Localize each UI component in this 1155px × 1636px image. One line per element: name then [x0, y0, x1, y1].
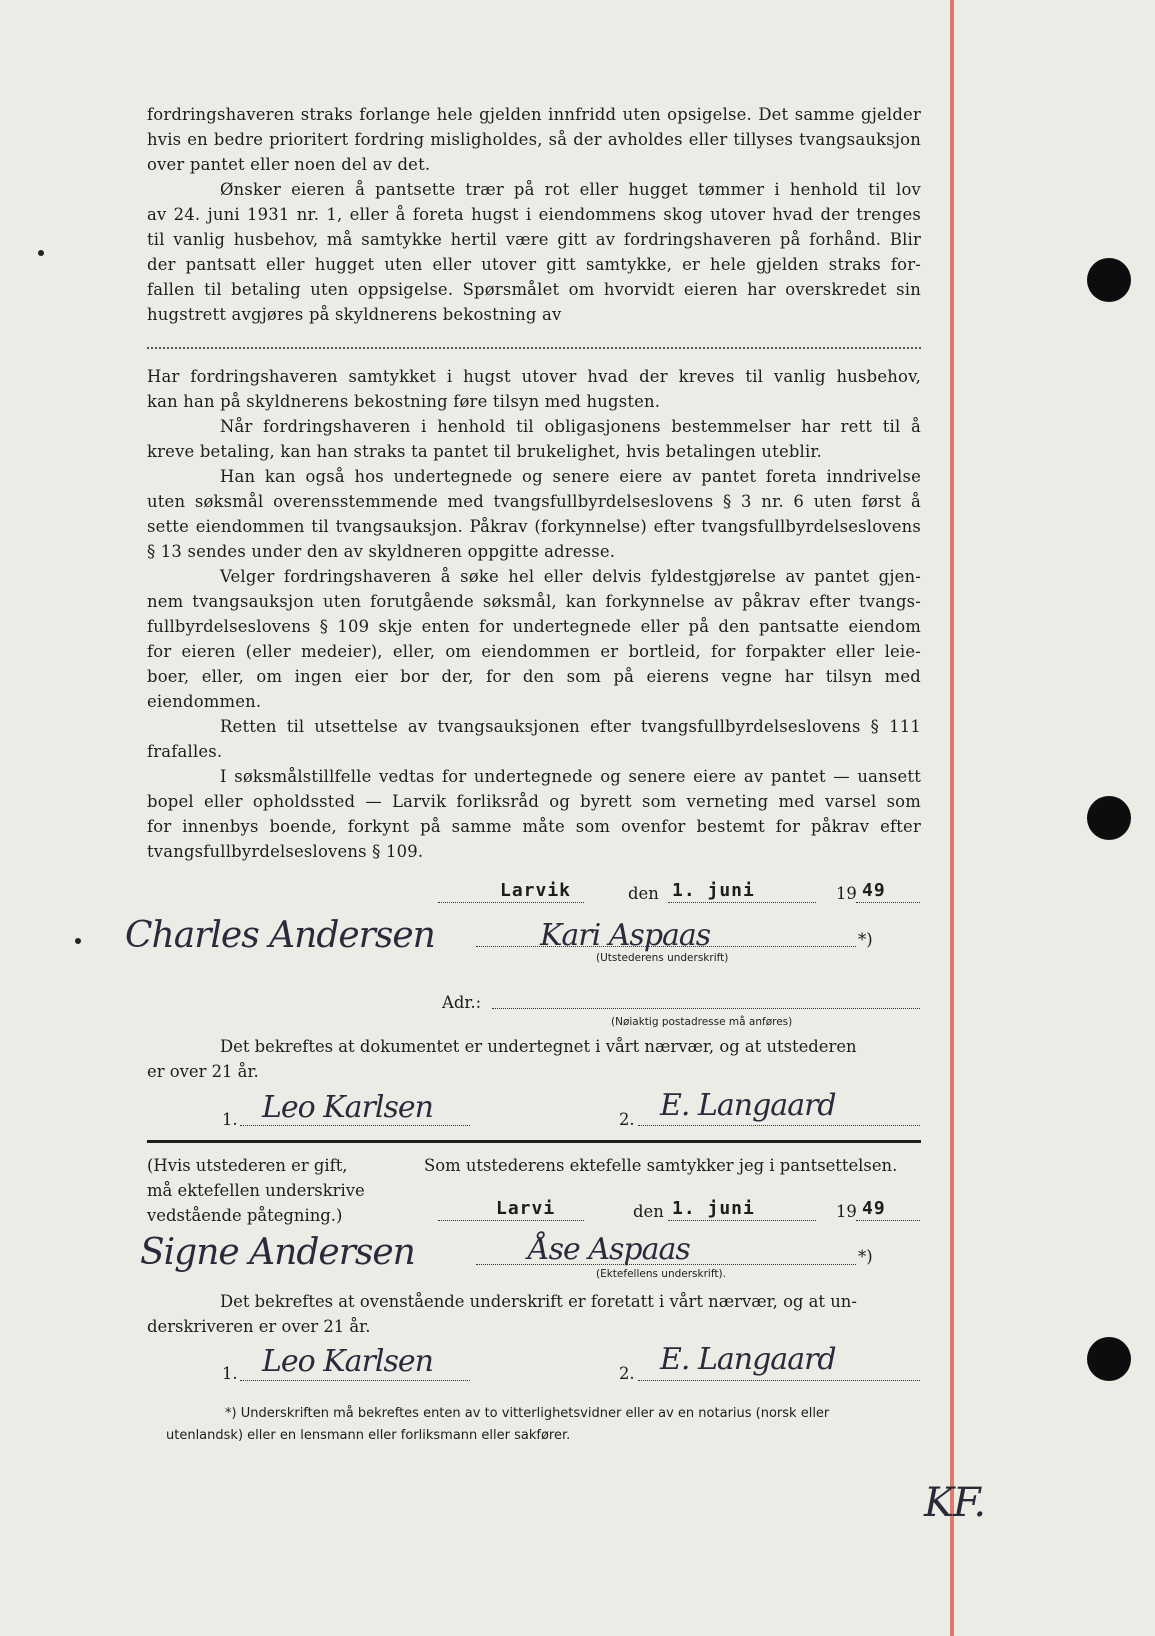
- witness-number-1: 1.: [222, 1110, 238, 1129]
- place-line: [438, 902, 584, 903]
- witness-1-line: [240, 1125, 470, 1126]
- spouse-note-line3: vedstående påtegning.): [147, 1206, 343, 1225]
- punch-hole-bottom: [1087, 1337, 1131, 1381]
- witness-number-2: 2.: [619, 1110, 635, 1129]
- text-line: sette eiendommen til tvangsauksjon. Påkrav (forkynnelse) efter tvangsfullbyrdelseslovens: [147, 517, 921, 536]
- paragraph-timber-clause: [147, 177, 921, 327]
- text-line: fallen til betaling uten oppsigelse. Spørsmålet om hvorvidt eieren har overskredet sin: [147, 280, 921, 299]
- text-line: bopel eller opholdssted — Larvik forliksråd og byrett som verneting med varsel som: [147, 792, 921, 811]
- witness-1-line: [240, 1380, 470, 1381]
- text-line: Han kan også hos undertegnede og senere eiere av pantet foreta inndrivelse: [220, 467, 921, 486]
- year-suffix: 49: [862, 880, 886, 901]
- footnote-line1: *) Underskriften må bekreftes enten av to vitterlighetsvidner eller av en notarius (norsk eller: [225, 1406, 830, 1421]
- text-line: Når fordringshaveren i henhold til obligasjonens bestemmelser har rett til å: [220, 417, 921, 436]
- punch-hole-middle: [1087, 796, 1131, 840]
- text-line: Ønsker eieren å pantsette trær på rot eller hugget tømmer i henhold til lov: [220, 180, 921, 199]
- text-line: for innenbys boende, forkynt på samme måte som ovenfor bestemt for påkrav efter: [147, 817, 921, 836]
- text-line: tvangsfullbyrdelseslovens § 109.: [147, 842, 424, 861]
- handwritten-initials: KF.: [924, 1480, 986, 1526]
- footnote-asterisk: *): [858, 930, 873, 949]
- text-line: nem tvangsauksjon uten forutgående søksmål, kan forkynnelse av påkrav efter tvangs-: [147, 592, 921, 611]
- spouse-note-line2: må ektefellen underskrive: [147, 1181, 365, 1200]
- witness-2-signature: E. Langaard: [660, 1088, 836, 1123]
- text-line: eiendommen.: [147, 692, 262, 711]
- address-caption: (Nøiaktig postadresse må anføres): [611, 1016, 793, 1028]
- text-line: Har fordringshaveren samtykket i hugst utover hvad der kreves til vanlig husbehov,: [147, 367, 921, 386]
- year-line: [856, 902, 920, 903]
- red-margin-line: [950, 0, 954, 1636]
- handwritten-name-left: Charles Andersen: [125, 915, 435, 956]
- witness-number-1: 1.: [222, 1364, 238, 1383]
- year-prefix: 19: [836, 884, 857, 903]
- witness-number-2: 2.: [619, 1364, 635, 1383]
- year-suffix: 49: [862, 1198, 886, 1219]
- paragraph-enforcement: [147, 464, 921, 564]
- paragraph-postponement: [147, 714, 921, 764]
- paragraph-payment: [147, 414, 921, 464]
- address-line: [492, 1008, 920, 1009]
- footnote-asterisk: *): [858, 1247, 873, 1266]
- date-value: 1. juni: [672, 1198, 755, 1219]
- text-line: § 13 sendes under den av skyldneren oppgitte adresse.: [147, 542, 616, 561]
- text-line: fordringshaveren straks forlange hele gjelden innfridd uten opsigelse. Det samme gjelder: [147, 105, 921, 124]
- text-line: av 24. juni 1931 nr. 1, eller å foreta hugst i eiendommens skog utover hvad der trenges: [147, 205, 921, 224]
- paragraph-auction: [147, 564, 921, 714]
- paragraph-supervision: [147, 364, 921, 414]
- address-label: Adr.:: [442, 993, 482, 1012]
- date-line: [668, 1220, 816, 1221]
- spouse-note-line1: (Hvis utstederen er gift,: [147, 1156, 348, 1175]
- year-line: [856, 1220, 920, 1221]
- den-label: den: [628, 884, 659, 903]
- paragraph-venue: [147, 764, 921, 864]
- text-line: over pantet eller noen del av det.: [147, 155, 431, 174]
- issuer-signature-caption: (Utstederens underskrift): [596, 952, 729, 964]
- place-line: [438, 1220, 584, 1221]
- year-prefix: 19: [836, 1202, 857, 1221]
- den-label: den: [633, 1202, 664, 1221]
- text-line: I søksmålstillfelle vedtas for undertegnede og senere eiere av pantet — uansett: [220, 767, 921, 786]
- spouse-signature: Åse Aspaas: [528, 1232, 690, 1267]
- text-line: frafalles.: [147, 742, 223, 761]
- date-value: 1. juni: [672, 880, 755, 901]
- text-line: kan han på skyldnerens bekostning føre tilsyn med hugsten.: [147, 392, 661, 411]
- text-line: Retten til utsettelse av tvangsauksjonen efter tvangsfullbyrdelseslovens § 111: [220, 717, 921, 736]
- ink-speck: [75, 938, 81, 944]
- witness-confirmation-line2: er over 21 år.: [147, 1062, 259, 1081]
- paragraph-default-clause: [147, 102, 921, 177]
- footnote-line2: utenlandsk) eller en lensmann eller forliksmann eller sakfører.: [166, 1428, 571, 1443]
- witness-1-signature: Leo Karlsen: [262, 1344, 433, 1379]
- text-line: boer, eller, om ingen eier bor der, for den som på eierens vegne har tilsyn med: [147, 667, 921, 686]
- witness-1-signature: Leo Karlsen: [262, 1090, 433, 1125]
- spouse-signature-caption: (Ektefellens underskrift).: [596, 1268, 726, 1280]
- text-line: fullbyrdelseslovens § 109 skje enten for undertegnede eller på den pantsatte eiendom: [147, 617, 921, 636]
- text-line: Velger fordringshaveren å søke hel eller delvis fyldestgjørelse av pantet gjen-: [220, 567, 921, 586]
- witness-confirmation-line1: Det bekreftes at dokumentet er undertegnet i vårt nærvær, og at utstederen: [220, 1037, 857, 1056]
- witness-2-signature: E. Langaard: [660, 1342, 836, 1377]
- ink-speck: [38, 250, 44, 256]
- text-line: for eieren (eller medeier), eller, om eiendommen er bortleid, for forpakter eller leie-: [147, 642, 921, 661]
- place-value: Larvik: [500, 880, 572, 901]
- section-divider: [147, 1140, 921, 1143]
- text-line: kreve betaling, kan han straks ta pantet til brukelighet, hvis betalingen uteblir.: [147, 442, 823, 461]
- witness-2-line: [638, 1380, 920, 1381]
- dotted-fill-line: [147, 347, 921, 349]
- text-line: til vanlig husbehov, må samtykke hertil være gitt av fordringshaveren på forhånd. Blir: [147, 230, 921, 249]
- text-line: der pantsatt eller hugget uten eller utover gitt samtykke, er hele gjelden straks for-: [147, 255, 921, 274]
- witness-2-line: [638, 1125, 920, 1126]
- text-line: hugstrett avgjøres på skyldnerens bekostning av: [147, 305, 562, 324]
- date-line: [668, 902, 816, 903]
- issuer-signature: Kari Aspaas: [540, 918, 711, 953]
- handwritten-name-left: Signe Andersen: [140, 1232, 415, 1273]
- text-line: hvis en bedre prioritert fordring misligholdes, så der avholdes eller tillyses tvangsauksjon: [147, 130, 921, 149]
- punch-hole-top: [1087, 258, 1131, 302]
- witness2-confirmation-line1: Det bekreftes at ovenstående underskrift er foretatt i vårt nærvær, og at un-: [220, 1292, 857, 1311]
- place-value: Larvi: [496, 1198, 556, 1219]
- witness2-confirmation-line2: derskriveren er over 21 år.: [147, 1317, 371, 1336]
- spouse-consent-text: Som utstederens ektefelle samtykker jeg i pantsettelsen.: [424, 1156, 898, 1175]
- text-line: uten søksmål overensstemmende med tvangsfullbyrdelseslovens § 3 nr. 6 uten først å: [147, 492, 921, 511]
